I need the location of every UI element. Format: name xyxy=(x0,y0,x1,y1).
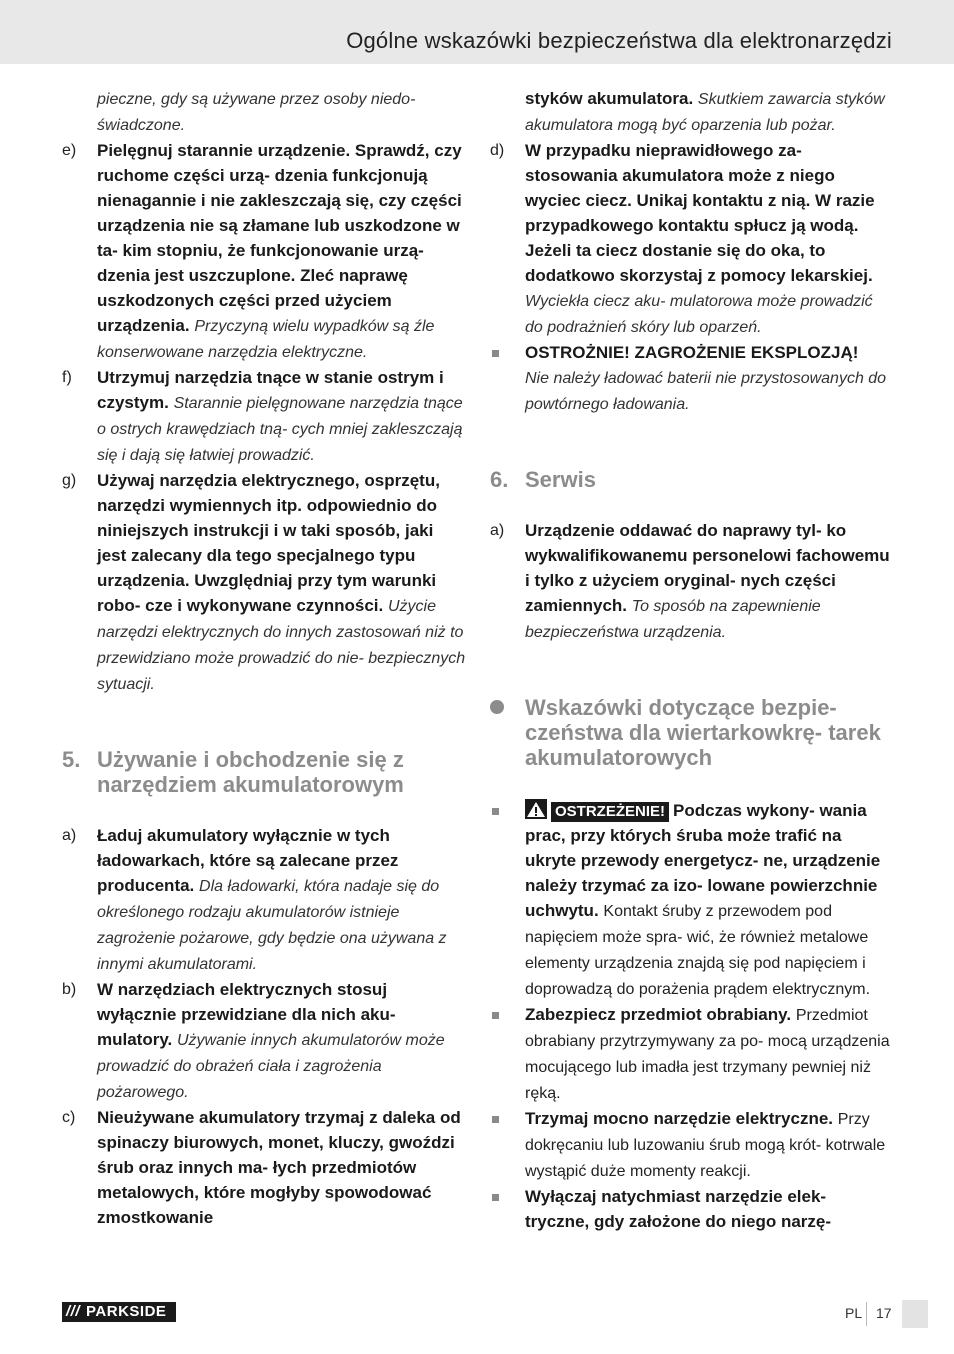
bullet-hold-tool xyxy=(490,1106,894,1184)
section-title: Wskazówki dotyczące bezpie- czeństwa dla wiertarkowkrę- tarek akumulatorowych xyxy=(525,695,881,770)
list-marker: a) xyxy=(490,522,505,539)
list-item-f xyxy=(62,365,466,468)
item-bold: Używaj narzędzia elektrycznego, osprzętu, narzędzi wymiennych itp. odpowiednio do niniejszych instrukcji i w taki sposób, jaki jest zalecany dla tego specjalnego typu urządzenia. Uwzględniaj przy tym warunki robo- cze i wykonywane czynności. xyxy=(97,471,440,615)
list-item-e xyxy=(62,138,466,365)
right-column xyxy=(490,86,894,1234)
page-header-title: Ogólne wskazówki bezpieczeństwa dla elektronarzędzi xyxy=(346,28,892,53)
warning-triangle-icon xyxy=(525,799,547,819)
item-italic: Nie należy ładować baterii nie przystosowanych do powtórnego ładowania. xyxy=(525,370,887,413)
section-title: Serwis xyxy=(525,467,596,492)
bullet-secure-workpiece xyxy=(490,1002,894,1106)
square-bullet-icon xyxy=(492,350,499,357)
footer-tab xyxy=(902,1300,928,1328)
item-italic: Wyciekła ciecz aku- mulatorowa może prowadzić do podrażnień skóry lub oparzeń. xyxy=(525,293,873,336)
item-italic: Starannie pielęgnowane narzędzia tnące o ostrych krawędziach tną- cych mniej zakleszczają się i dają się łatwiej prowadzić. xyxy=(97,395,463,464)
square-bullet-icon xyxy=(492,1194,499,1201)
list-marker: f) xyxy=(62,369,72,386)
item-italic: Używanie innych akumulatorów może prowadzić do obrażeń ciała i zagrożenia pożarowego. xyxy=(97,1032,445,1101)
item-italic: Przyczyną wielu wypadków są źle konserwowane narzędzia elektryczne. xyxy=(97,318,435,361)
round-bullet-icon xyxy=(490,700,504,714)
list-marker: g) xyxy=(62,472,77,489)
list-item-d xyxy=(490,138,894,340)
list-item-a xyxy=(62,823,466,977)
list-item-g xyxy=(62,468,466,697)
parkside-logo: /// PARKSIDE xyxy=(62,1302,176,1322)
bullet-switch-off xyxy=(490,1184,894,1234)
item-italic: To sposób na zapewnienie bezpieczeństwa urządzenia. xyxy=(525,598,821,641)
language-code: PL xyxy=(845,1305,863,1321)
left-column xyxy=(62,86,466,1230)
item-bold: Zabezpiecz przedmiot obrabiany. xyxy=(525,1005,792,1024)
item-italic: Dla ładowarki, która nadaje się do określonego rodzaju akumulatorów istnieje zagrożenie pożarowe, gdy będzie ona używana z innymi akumulatorami. xyxy=(97,878,447,973)
item-regular: Kontakt śruby z przewodem pod napięciem może spra- wić, że również metalowe elementy urządzenia znajdą się pod napięciem i doprowadzą do porażenia prądem elektrycznym. xyxy=(525,903,871,998)
item-bold: Trzymaj mocno narzędzie elektryczne. xyxy=(525,1109,834,1128)
list-marker: d) xyxy=(490,142,505,159)
list-item-c xyxy=(62,1105,466,1230)
item-bold: Urządzenie oddawać do naprawy tyl- ko wykwalifikowanemu personelowi fachowemu i tylko z użyciem oryginal- nych części zamiennych. xyxy=(525,521,890,615)
footer-divider xyxy=(866,1302,867,1326)
drill-safety-heading xyxy=(490,695,894,770)
item-italic: Skutkiem zawarcia styków akumulatora mogą być oparzenia lub pożar. xyxy=(525,91,885,134)
page-number: 17 xyxy=(876,1305,892,1321)
item-bold: Nieużywane akumulatory trzymaj z daleka od spinaczy biurowych, monet, kluczy, gwoździ śrub oraz innych ma- łych przedmiotów metalowych, które mogłyby spowodować zmostkowanie xyxy=(97,1108,461,1227)
item-bold: Podczas wykony- wania prac, przy których śruba może trafić na ukryte przewody energetycz- ne, urządzenie należy trzymać za izo- lowane powierzchnie uchwytu. xyxy=(525,801,881,920)
item-bold: OSTROŻNIE! ZAGROŻENIE EKSPLOZJĄ! xyxy=(525,343,859,362)
warning-tag: OSTRZEŻENIE! xyxy=(551,802,669,822)
section-number: 6. xyxy=(490,467,509,492)
list-marker: b) xyxy=(62,981,77,998)
intro-continuation: pieczne, gdy są używane przez osoby niedo- świadczone. xyxy=(97,91,416,134)
square-bullet-icon xyxy=(492,1012,499,1019)
section-number: 5. xyxy=(62,747,81,772)
item-bold: Utrzymuj narzędzia tnące w stanie ostrym i czystym. xyxy=(97,368,444,412)
square-bullet-icon xyxy=(492,808,499,815)
bullet-warning xyxy=(490,798,894,1002)
item-italic: Użycie narzędzi elektrycznych do innych zastosowań niż to przewidziano może prowadzić do nie- bezpiecznych sytuacji. xyxy=(97,598,466,693)
item-regular: Przy dokręcaniu lub luzowaniu śrub mogą krót- kotrwale wystąpić duże momenty reakcji. xyxy=(525,1111,886,1180)
section-6-heading xyxy=(490,467,894,492)
bullet-explosion xyxy=(490,340,894,417)
list-marker: a) xyxy=(62,827,77,844)
item-bold: W narzędziach elektrycznych stosuj wyłącznie przewidziane dla nich aku- mulatory. xyxy=(97,980,396,1049)
item-bold: W przypadku nieprawidłowego za- stosowania akumulatora może z niego wyciec ciecz. Unikaj kontaktu z nią. W razie przypadkowego kontaktu spłucz ją wodą. Jeżeli ta ciecz dostanie się do oka, to dodatkowo skorzystaj z pomocy lekarskiej. xyxy=(525,141,875,285)
list-item-c-continuation xyxy=(490,86,894,138)
list-item-b xyxy=(62,977,466,1105)
section-5-heading xyxy=(62,747,466,797)
item-regular: Przedmiot obrabiany przytrzymywany za po- mocą urządzenia mocującego lub imadła jest trzymany pewniej niż ręką. xyxy=(525,1007,890,1102)
item-bold: Pielęgnuj starannie urządzenie. Sprawdź, czy ruchome części urzą- dzenia funkcjonują nienagannie i nie zakleszczają się, czy części urządzenia nie są złamane lub uszkodzone w ta- kim stopniu, że funkcjonowanie urzą- dzenia jest uszczuplone. Zleć naprawę uszkodzonych części przed użyciem urządzenia. xyxy=(97,141,462,335)
item-bold: Wyłączaj natychmiast narzędzie elek- tryczne, gdy założone do niego narzę- xyxy=(525,1187,832,1231)
service-item-a xyxy=(490,518,894,645)
list-marker: e) xyxy=(62,142,77,159)
list-marker: c) xyxy=(62,1109,76,1126)
square-bullet-icon xyxy=(492,1116,499,1123)
item-bold: Ładuj akumulatory wyłącznie w tych ładowarkach, które są zalecane przez producenta. xyxy=(97,826,399,895)
section-title: Używanie i obchodzenie się z narzędziem akumulatorowym xyxy=(97,747,404,797)
item-bold: styków akumulatora. xyxy=(525,89,694,108)
